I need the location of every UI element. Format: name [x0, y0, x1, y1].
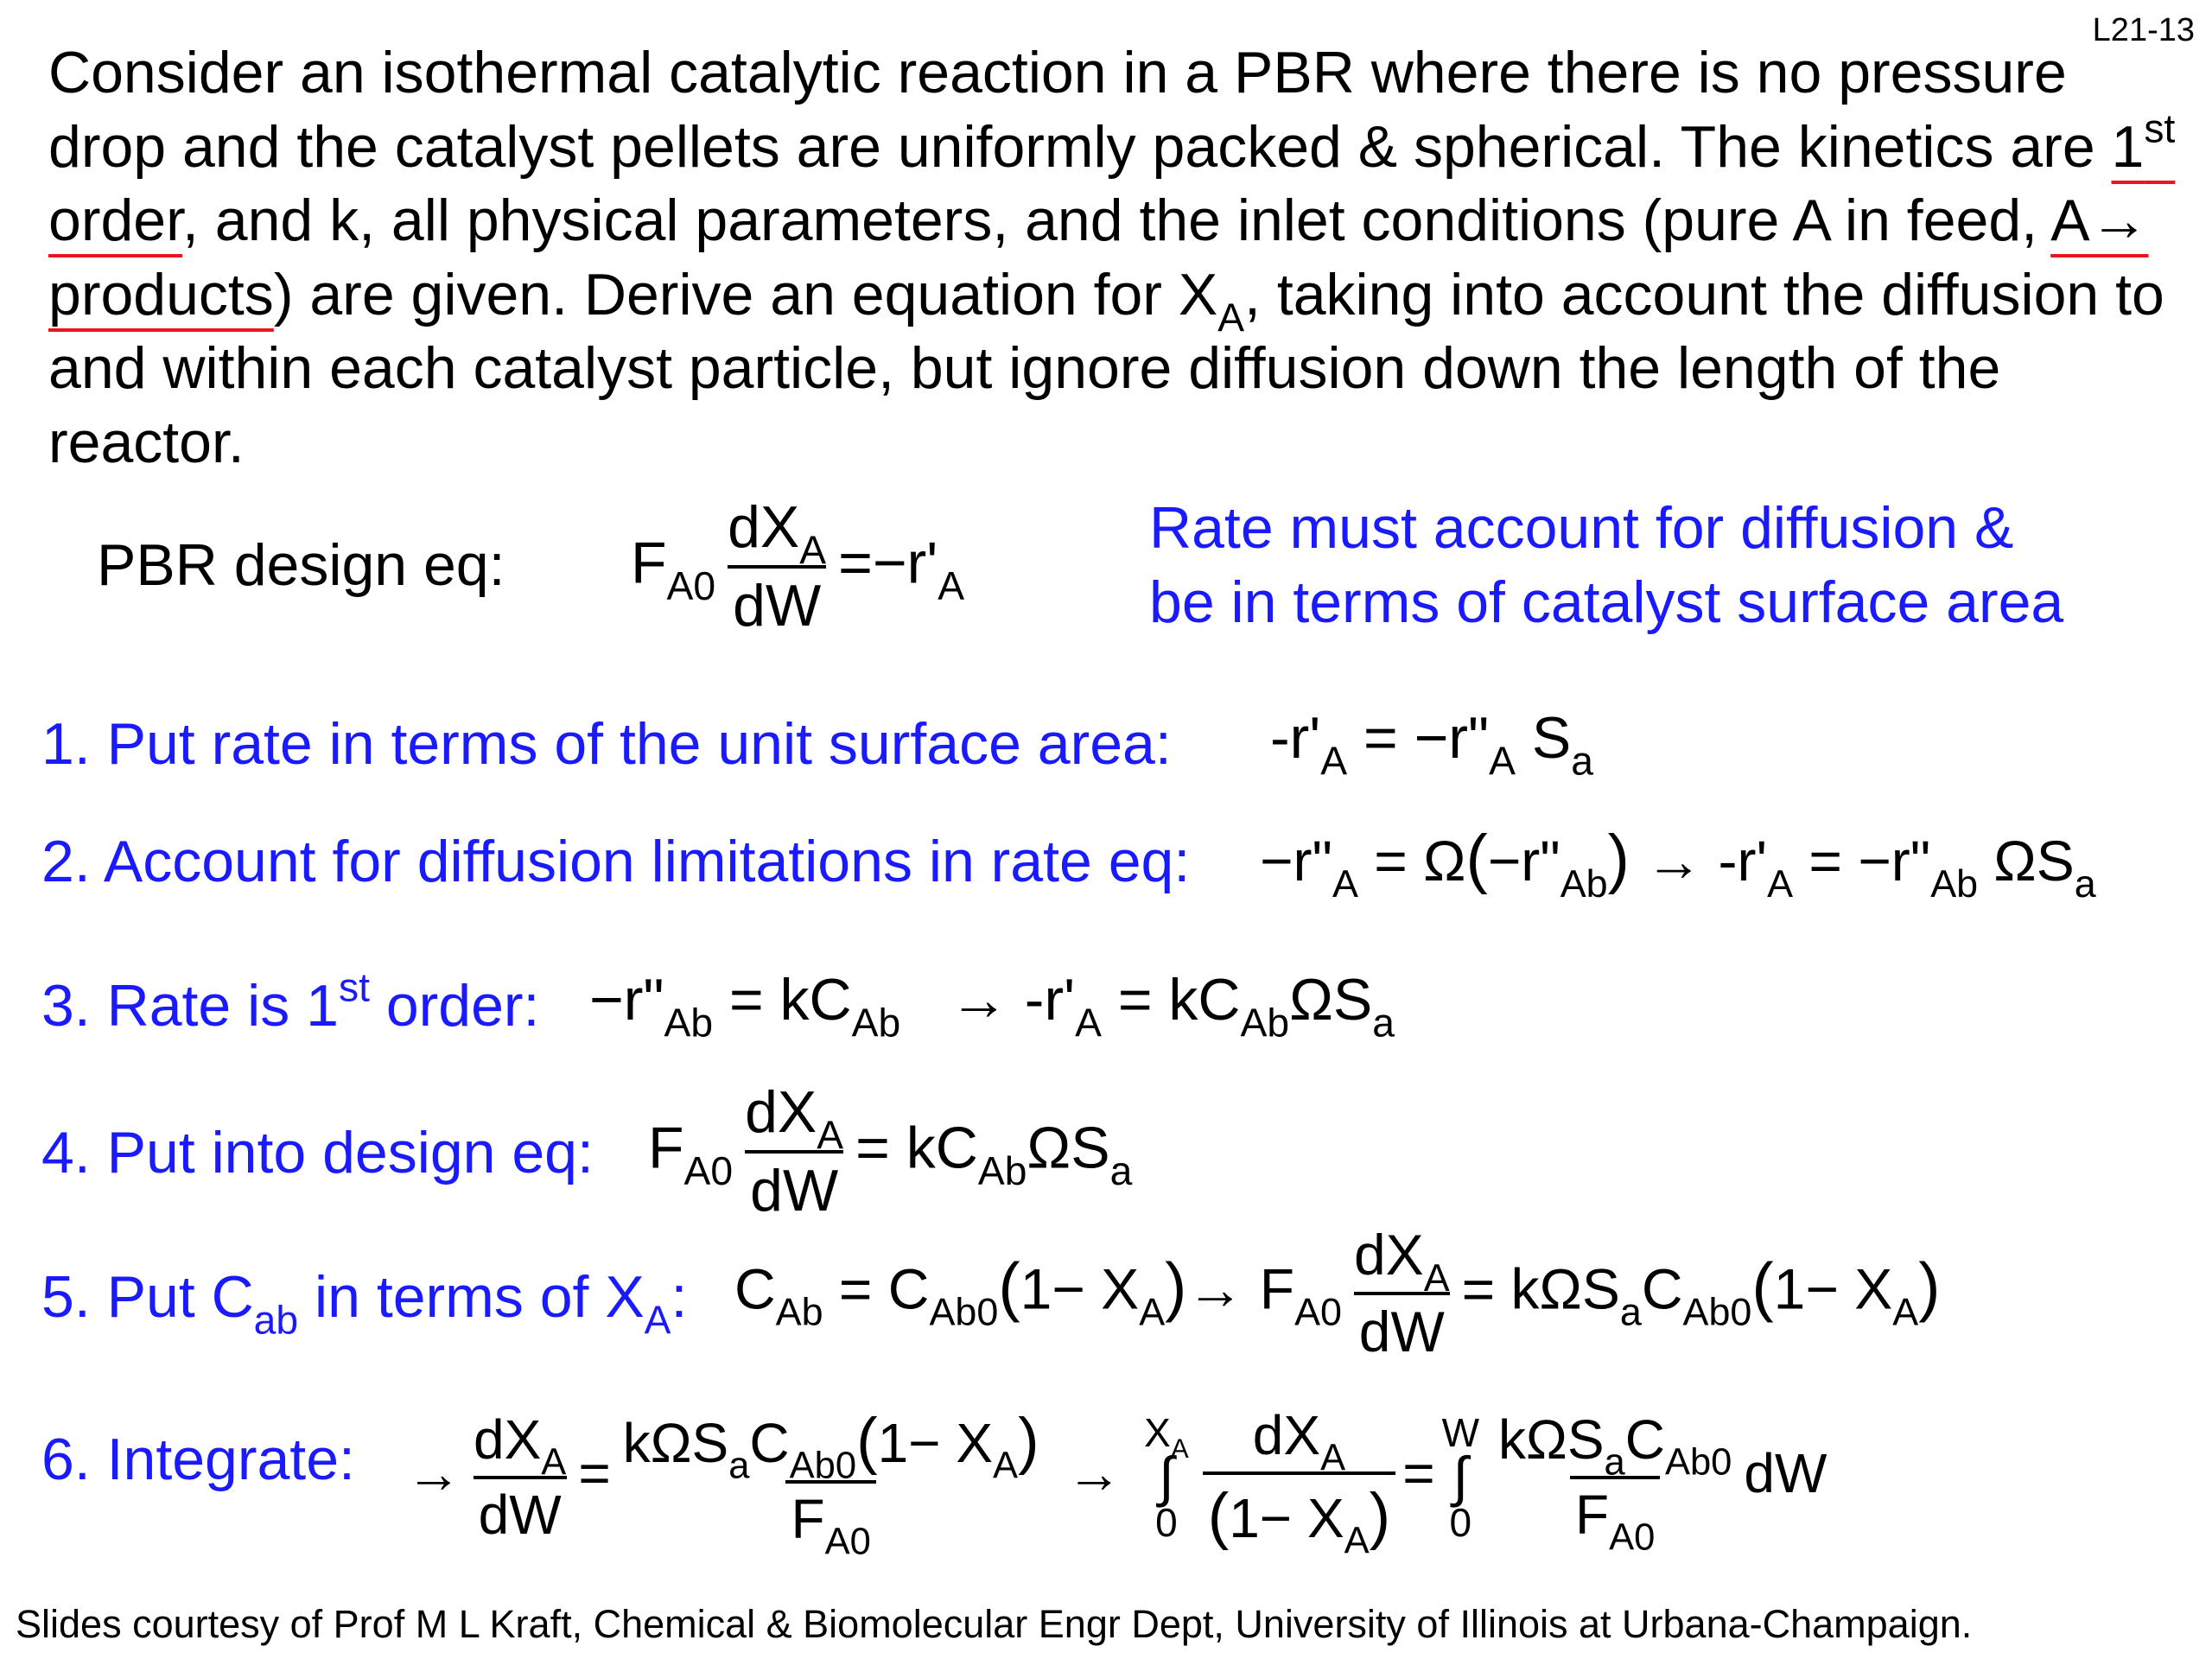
step-4-equation: $F_{A0}$ $\frac{dX_A}{dW}$ = $kC_{Ab}\Omega S_a$	[648, 1079, 1133, 1224]
step-6-equation: → $\frac{dX_A}{dW}$ = $\frac{k\Omega S_aC_{Ab0}(1- X_A)}{F_{A0}}$ → $X_A$ ∫ 0 $\frac{dX_A}{(1- X_A)}$ = W ∫ 0 $\frac{k\Omega S_aC_{Ab0}}{F_{A0}}$ dW	[406, 1404, 1827, 1563]
reaction-underlined: A→ products	[48, 188, 2149, 327]
step-4-label: 4. Put into design eq:	[41, 1120, 594, 1185]
step-5-label: 5. Put $C_{ab}$ in terms of $X_A$:	[41, 1264, 688, 1343]
step-6-label: 6. Integrate:	[41, 1427, 355, 1492]
design-equation: $F_{A0}$ $\frac{dX_A}{dW}$ $=-r'_A$	[631, 494, 965, 639]
step-5-equation: $C_{Ab} = C_{Ab0}(1- X_A)\to F_{A0}$ $\frac{dX_A}{dW}$ = $k\Omega S_aC_{Ab0}(1- X_A)$	[734, 1223, 1941, 1364]
problem-statement: Consider an isothermal catalytic reaction in a PBR where there is no pressure drop and the catalyst pellets are uniformly packed & spherical. The kinetics are 1st order, and k, all physical parameters, and the inlet conditions (pure A in feed, A→ products) are given. Derive an equation for $X_A$, taking into account the diffusion to and within each catalyst particle, but ignore diffusion down the length of the reactor.	[48, 40, 2176, 475]
step-2-label: 2. Account for diffusion limitations in rate eq:	[41, 829, 1191, 894]
step-3-label: 3. Rate is 1st order:	[41, 964, 540, 1039]
rate-note: Rate must account for diffusion & be in terms of catalyst surface area	[1149, 495, 2064, 635]
first-order-underlined: 1st order	[48, 105, 2176, 253]
step-1-equation: $-r'_A$ = $-r"_A$ $S_a$	[1270, 705, 1593, 784]
step-3-equation: $-r"_{Ab} = kC_{Ab} \to -r'_A = kC_{Ab}\Omega S_a$	[589, 967, 1395, 1046]
step-2-equation: $-r"_A$ = $\Omega(-r"_{Ab}) \to -r'_A$ = $-r"_{Ab}$ $\Omega S_a$	[1260, 822, 2096, 906]
slide-number: L21-13	[2092, 12, 2195, 48]
design-eq-label: PBR design eq:	[97, 532, 505, 598]
step-1-label: 1. Put rate in terms of the unit surface area:	[41, 711, 1172, 777]
footer-credit: Slides courtesy of Prof M L Kraft, Chemical & Biomolecular Engr Dept, University of Illinois at Urbana-Champaign.	[16, 1602, 1973, 1646]
